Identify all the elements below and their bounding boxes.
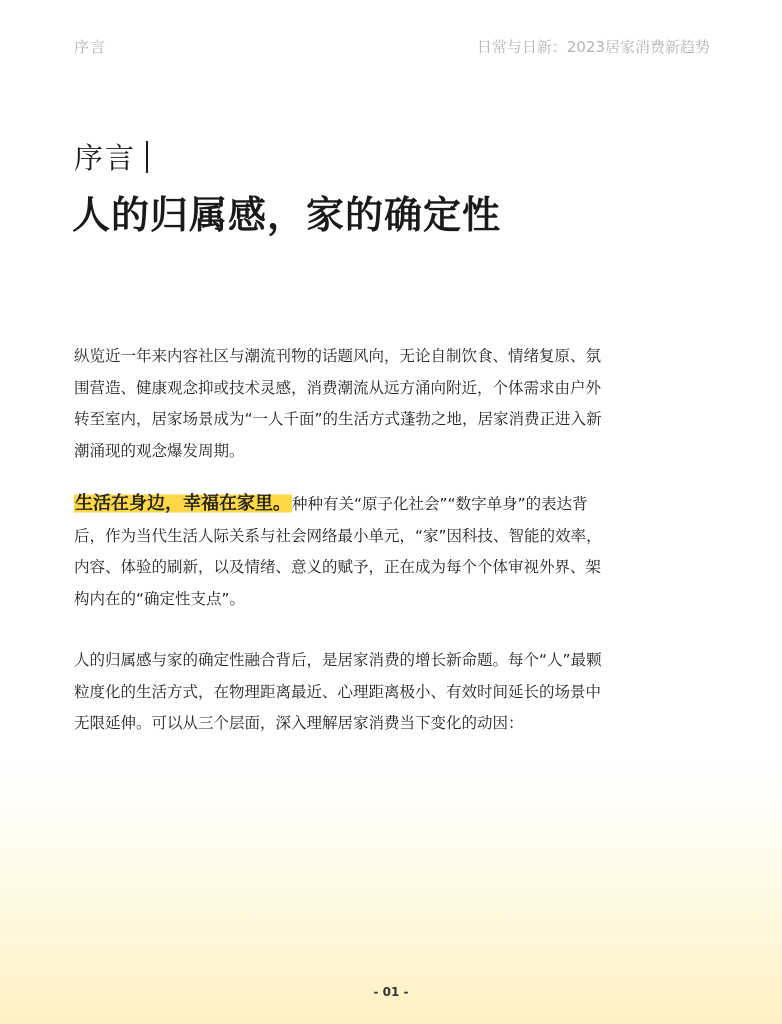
paragraph-home-text: 种种有关“原子化社会”“数字单身”的表达背后，作为当代生活人际关系与社会网络最小单元，“家”因科技、智能的效率，内容、体验的刷新，以及情绪、意义的赋予，正在成为每个个体审视外界、架构内在的“确定性支点”。 [74, 495, 602, 608]
divider-bar [146, 141, 148, 173]
section-label-text: 序言 [74, 141, 137, 175]
header-section-name: 序言 [74, 38, 107, 56]
header-report-title: 日常与日新：2023居家消费新趋势 [476, 38, 710, 56]
section-label [74, 136, 148, 177]
page-title: 人的归属感，家的确定性 [72, 193, 502, 237]
paragraph-intro: 纵览近一年来内容社区与潮流刊物的话题风向，无论自制饮食、情绪复原、氛围营造、健康观念抑或技术灵感，消费潮流从远方涌向附近，个体需求由户外转至室内，居家场景成为“一人千面”的生活方式蓬勃之地，居家消费正进入新潮涌现的观念爆发周期。 [74, 347, 602, 460]
paragraph-drivers: 人的归属感与家的确定性融合背后，是居家消费的增长新命题。每个“人”最颗粒度化的生活方式，在物理距离最近、心理距离极小、有效时间延长的场景中无限延伸。可以从三个层面，深入理解居家消费当下变化的动因： [74, 651, 602, 732]
highlighted-phrase: 生活在身边，幸福在家里。 [75, 493, 291, 514]
paragraph-home [74, 488, 614, 615]
page-number: - 01 - [373, 985, 409, 999]
